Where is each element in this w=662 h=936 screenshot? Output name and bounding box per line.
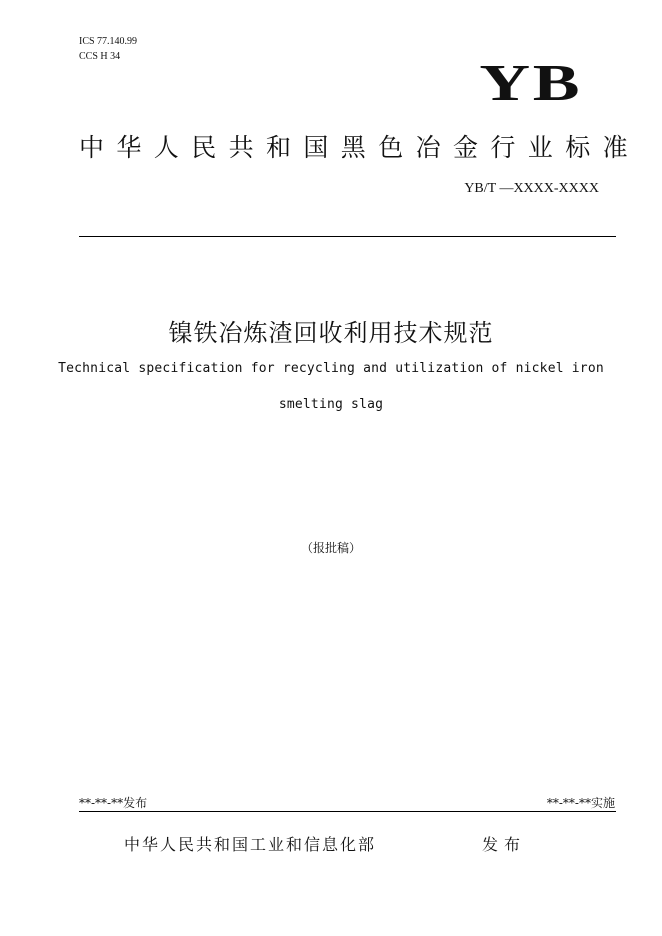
issuing-body: 中华人民共和国工业和信息化部 <box>124 835 377 854</box>
yb-logo: YB <box>479 55 582 112</box>
issue-date: **-**-**发布 <box>79 796 148 810</box>
draft-status: （报批稿） <box>300 541 361 555</box>
title-chinese: 镍铁冶炼渣回收利用技术规范 <box>168 319 494 347</box>
header-divider <box>79 236 616 237</box>
standard-category: 中华人民共和国黑色冶金行业标准 <box>79 133 641 162</box>
standard-number: YB/T —XXXX-XXXX <box>464 181 599 196</box>
ccs-code: CCS H 34 <box>79 51 121 62</box>
title-english-line2: smelting slag <box>278 397 384 412</box>
title-english-line1: Technical specification for recycling and utilization of nickel iron <box>58 361 604 376</box>
implementation-date: **-**-**实施 <box>546 796 615 810</box>
ics-code: ICS 77.140.99 <box>79 36 138 47</box>
issue-label: 发布 <box>482 835 527 854</box>
footer-divider <box>79 811 616 812</box>
classification-codes <box>79 34 137 64</box>
